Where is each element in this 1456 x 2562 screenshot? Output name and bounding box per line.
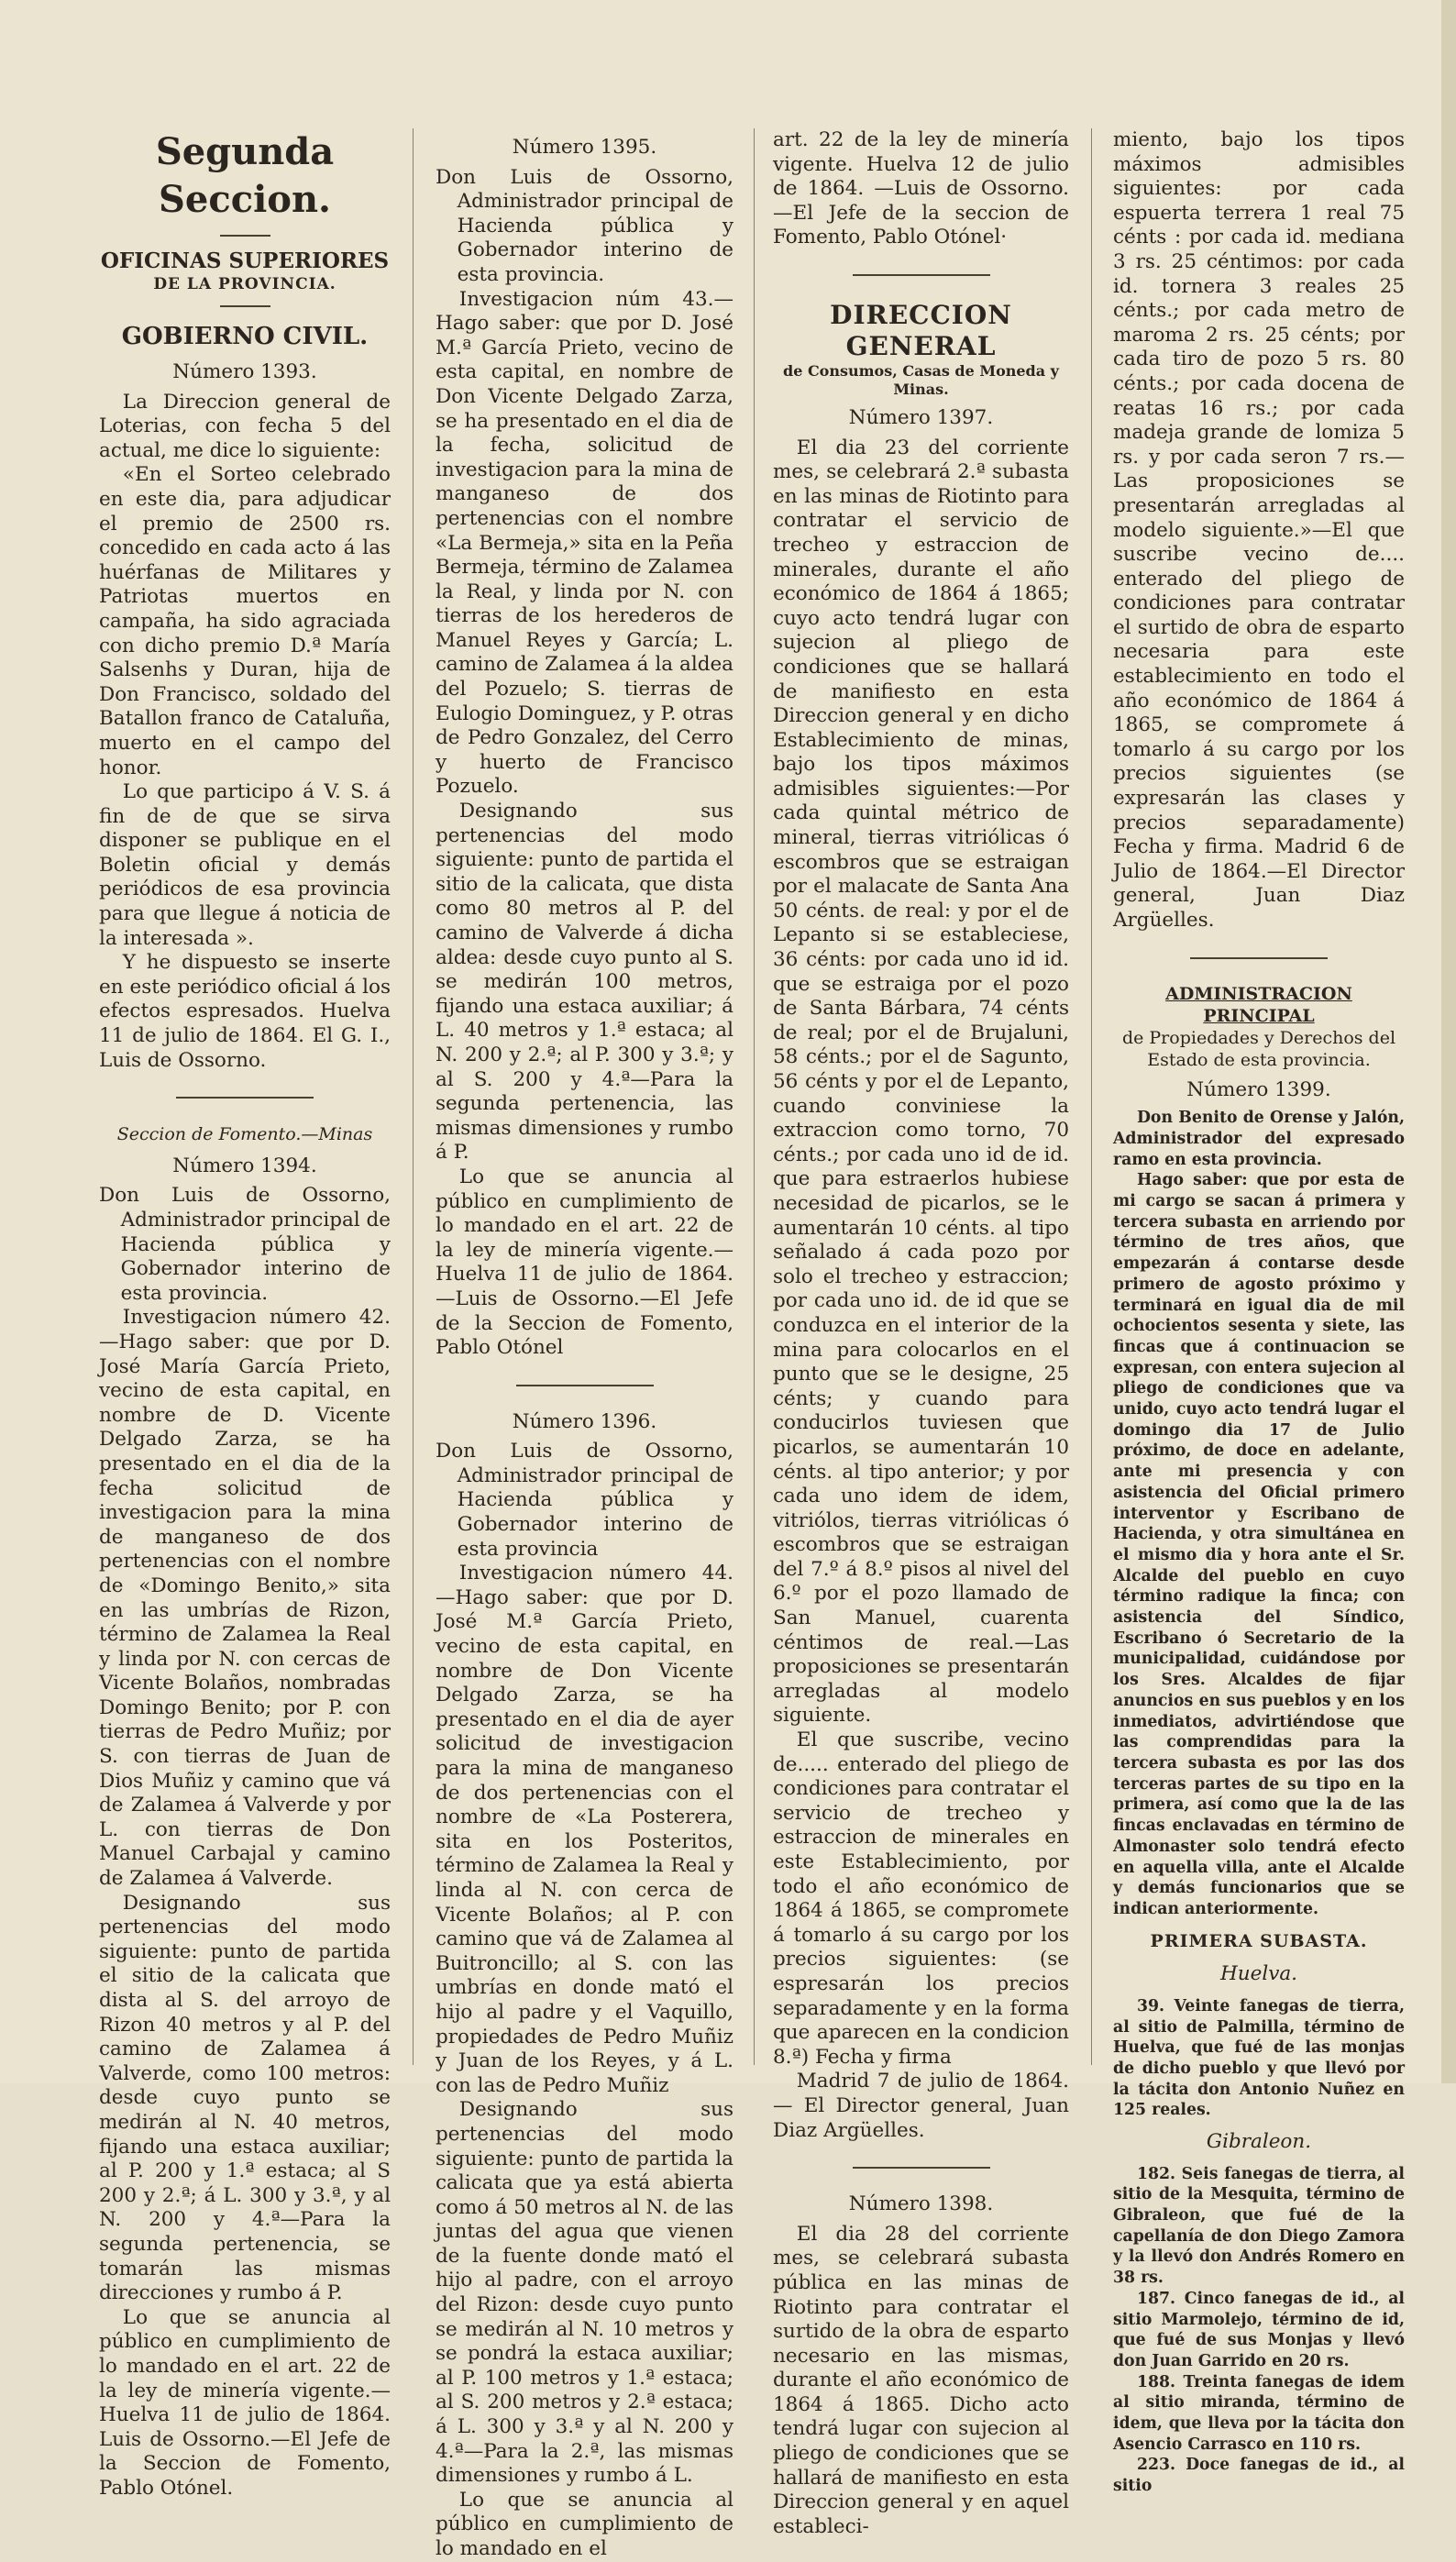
paragraph: miento, bajo los tipos máximos admisibles siguientes: por cada espuerta terrera 1 real 75 cénts : por cada id. mediana 3 rs. 25 céntimos: por cada id. tornera 3 reales 25 cénts.; por cada metro de maroma 2 rs. 25 cénts; por cada tiro de pozo 5 rs. 80 cénts.; por cada docena de reatas 16 rs.; por cada madeja grande de lomiza 5 rs. y por cada seron 7 rs.—Las proposiciones se presentarán arregladas al modelo siguiente.»—El que suscribe vecino de.... enterado del pliego de condiciones para contratar el surtido de obra de esparto necesaria para este establecimiento en todo el año económico de 1864 á 1865, se compromete á tomarlo á su cargo por los precios siguientes (se expresarán las clases y precios separadamente) Fecha y firma. Madrid 6 de Julio de 1864.—El Director general, Juan Diaz Argüelles. bbox=[1113, 128, 1405, 932]
paragraph: Y he dispuesto se inserte en este periódico oficial á los efectos espresados. Huelva 11 de julio de 1864. El G. I., Luis de Ossorno. bbox=[99, 951, 391, 1072]
notice-number: Número 1393. bbox=[172, 360, 317, 383]
small-paragraph bbox=[1113, 1170, 1405, 1919]
separator-rule bbox=[176, 1097, 314, 1099]
place-heading: Gibraleon. bbox=[1206, 2130, 1312, 2154]
column-1 bbox=[99, 128, 391, 2500]
place-heading: Huelva. bbox=[1220, 1962, 1297, 1986]
small-paragraph bbox=[1113, 2164, 1405, 2289]
small-paragraph bbox=[1113, 2455, 1405, 2496]
small-paragraph bbox=[1113, 1996, 1405, 2121]
small-paragraph-text: 182. Seis fanegas de tierra, al sitio de la Mesquita, término de Gibraleon, que fué de la capellanía de don Diego Zamora y la llevó don Andrés Romero en 38 rs. bbox=[1113, 2164, 1405, 2288]
paragraph: Lo que se anuncia al público en cumplimiento de lo mandado en el art. 22 de la ley de minería vigente.—Huelva 11 de julio de 1864. Luis de Ossorno.—El Jefe de la Seccion de Fomento, Pablo Otónel. bbox=[99, 2305, 391, 2500]
auction-heading: PRIMERA SUBASTA. bbox=[1150, 1930, 1368, 1951]
section-title: Segunda Seccion. bbox=[155, 130, 335, 221]
short-rule bbox=[220, 305, 270, 307]
offices-heading: OFICINAS SUPERIORES bbox=[100, 248, 390, 273]
column-rule bbox=[1091, 128, 1092, 2065]
paragraph: Designando sus pertenencias del modo siguiente: punto de partida el sitio de la calicata, que dista como 80 metros al P. del camino de Valverde á dicha aldea: desde cuyo punto al S. se medirán 100 metros, fijando una estaca auxiliar; á L. 40 metros y 1.ª estaca; al N. 200 y 2.ª; al P. 300 y 3.ª; y al S. 200 y 4.ª—Para la segunda pertenencia, las mismas dimensiones y rumbo á P. bbox=[436, 800, 734, 1165]
official-title: Don Luis de Ossorno, Administrador principal de Hacienda pública y Gobernador interino de esta provincia. bbox=[436, 165, 734, 286]
directorate-heading: DIRECCION GENERAL bbox=[830, 299, 1012, 361]
paragraph: El que suscribe, vecino de..... enterado del pliego de condiciones para contratar el servicio de trecheo y estraccion de minerales en este Establecimiento, por todo el año económico de 1864 á 1865, se compromete á tomarlo á su cargo por los precios siguientes: (se espresarán los precios separadamente y en la forma que aparecen en la condicion 8.ª) Fecha y firma bbox=[773, 1728, 1069, 2069]
administration-heading: ADMINISTRACION PRINCIPAL bbox=[1165, 983, 1352, 1026]
separator-rule bbox=[853, 2167, 990, 2169]
small-paragraph bbox=[1113, 2372, 1405, 2456]
official-title: Don Luis de Ossorno, Administrador principal de Hacienda pública y Gobernador interino de esta provincia bbox=[436, 1440, 734, 1561]
government-heading: GOBIERNO CIVIL. bbox=[121, 323, 369, 350]
paragraph: «En el Sorteo celebrado en este dia, para adjudicar el premio de 2500 rs. concedido en cada acto á las huérfanas de Militares y Patriotas muertos en campaña, ha sido agraciada con dicho premio D.ª María Salsenhs y Duran, hija de Don Francisco, soldado del Batallon franco de Cataluña, muerto en el campo del honor. bbox=[99, 463, 391, 779]
paragraph: Lo que participo á V. S. á fin de de que se sirva disponer se publique en el Boletin oficial y demás periódicos de esa provincia para que llegue á noticia de la interesada ». bbox=[99, 780, 391, 950]
column-4 bbox=[1113, 128, 1405, 2496]
small-paragraph-text: Hago saber: que por esta de mi cargo se sacan á primera y tercera subasta en arriendo por término de tres años, que empezarán á contarse desde primero de agosto próximo y terminará en igual dia de mil ochocientos sesenta y siete, las fincas que á continuacion se expresan, con entera sujecion al pliego de condiciones que va unido, cuyo acto tendrá lugar el domingo dia 17 de Julio próximo, de doce en adelante, ante mi presencia y con asistencia del Oficial primero interventor y Escribano de Hacienda, y otra simultánea en el mismo dia y hora ante el Sr. Alcalde del pueblo en cuyo término radique la finca; con asistencia del Síndico, Escribano ó Secretario de la municipalidad, cuidándose por los Sres. Alcaldes de fijar anuncios en sus pueblos y en los inmediatos, advirtiéndose que las comprendidas para la tercera subasta es por las dos terceras partes de su tipo en la primera, así como que la de las fincas enclavadas en término de Almonaster solo tendrá efecto en aquella villa, ante el Alcalde y demás funcionarios que se indican anteriormente. bbox=[1113, 1171, 1405, 1918]
directorate-subheading: de Consumos, Casas de Moneda y Minas. bbox=[783, 361, 1059, 398]
section-label: Seccion de Fomento.—Minas bbox=[116, 1124, 373, 1145]
separator-rule bbox=[516, 1385, 654, 1386]
paragraph: Designando sus pertenencias del modo siguiente: punto de partida el sitio de la calicata que dista al S. del arroyo de Rizon 40 metros y al P. del camino de Zalamea á Valverde, como 100 metros: desde cuyo punto se medirán al N. 40 metros, fijando una estaca auxiliar; al P. 200 y 1.ª estaca; al S 200 y 2.ª; á L. 300 y 3.ª, y al N. 200 y 4.ª—Para la segunda pertenencia, se tomarán las mismas direcciones y rumbo á P. bbox=[99, 1891, 391, 2305]
paragraph: Madrid 7 de julio de 1864.— El Director general, Juan Diaz Argüelles. bbox=[773, 2070, 1069, 2142]
page-edge bbox=[1441, 0, 1456, 2083]
province-subheading: DE LA PROVINCIA. bbox=[153, 275, 336, 293]
paragraph: Lo que se anuncia al público en cumplimiento de lo mandado en el bbox=[436, 2488, 734, 2560]
notice-number: Número 1398. bbox=[848, 2192, 994, 2216]
small-paragraph-text: 187. Cinco fanegas de id., al sitio Marmolejo, término de id, que fué de sus Monjas y llevó don Juan Garrido en 20 rs. bbox=[1113, 2289, 1405, 2370]
column-rule bbox=[754, 128, 755, 2065]
notice-number: Número 1399. bbox=[1186, 1077, 1331, 1101]
small-paragraph-text: 39. Veinte fanegas de tierra, al sitio de Palmilla, término de Huelva, que fué de las monjas de dicho pueblo y que llevó por la tácita don Antonio Nuñez en 125 reales. bbox=[1113, 1996, 1405, 2120]
notice-number: Número 1394. bbox=[172, 1154, 317, 1177]
paragraph: La Direccion general de Loterias, con fecha 5 del actual, me dice lo siguiente: bbox=[99, 390, 391, 462]
notice-number: Número 1396. bbox=[512, 1409, 657, 1433]
small-paragraph-text: Don Benito de Orense y Jalón, Administrador del expresado ramo en esta provincia. bbox=[1113, 1109, 1405, 1169]
paragraph: El dia 23 del corriente mes, se celebrará 2.ª subasta en las minas de Riotinto para contratar el servicio de trecheo y estraccion de minerales, durante el año económico de 1864 á 1865; cuyo acto tendrá lugar con sujecion al pliego de condiciones que se hallará de manifiesto en esta Direccion general y en dicho Establecimiento de minas, bajo los tipos máximos admisibles siguientes:—Por cada quintal métrico de mineral, tierras vitriólicas ó escombros que se estraigan por el malacate de Santa Ana 50 cénts. de real: y por el de Lepanto si se estableciese, 36 cénts: por cada uno id id. que se estraiga por el pozo de Santa Bárbara, 74 cénts de real; por el de Brujaluni, 58 cénts.; por el de Sagunto, 56 cénts y por el de Lepanto, cuando conviniese la extraccion como torno, 70 cénts.; por cada uno id de id. que para estraerlos hubiese necesidad de picarlos, se le aumentarán 10 cénts. al tipo señalado á cada pozo por solo el trecheo y estraccion; por cada uno id. de id que se conduzca en el interior de la mina para colocarlos en el punto que se le designe, 25 cénts; y cuando para conducirlos tuviesen que picarlos, se aumentarán 10 cénts. al tipo anterior; y por cada uno idem de idem, vitriólos, tierras vitriólicas ó escombros que se estraigan del 7.º á 8.º pisos al nivel del 6.º por el pozo llamado de San Manuel, cuarenta céntimos de real.—Las proposiciones se presentarán arregladas al modelo siguiente. bbox=[773, 436, 1069, 1728]
paragraph: El dia 28 del corriente mes, se celebrará subasta pública en las minas de Riotinto para contratar el surtido de la obra de esparto necesario en las mismas, durante el año económico de 1864 á 1865. Dicho acto tendrá lugar con sujecion al pliego de condiciones que se hallará de manifiesto en esta Direccion general y en aquel estableci- bbox=[773, 2222, 1069, 2538]
column-2 bbox=[436, 128, 734, 2560]
paragraph: Lo que se anuncia al público en cumplimiento de lo mandado en el art. 22 de la ley de minería vigente.—Huelva 11 de julio de 1864. —Luis de Ossorno.—El Jefe de la Seccion de Fomento, Pablo Otónel bbox=[436, 1165, 734, 1360]
short-rule bbox=[220, 235, 270, 237]
small-paragraph bbox=[1113, 2289, 1405, 2372]
small-paragraph-text: 188. Treinta fanegas de idem al sitio miranda, término de idem, que lleva por la tácita don Asencio Carrasco en 110 rs. bbox=[1113, 2372, 1405, 2454]
column-rule bbox=[413, 128, 414, 2065]
notice-number: Número 1397. bbox=[848, 405, 994, 429]
paragraph: Investigacion número 42.—Hago saber: que por D. José María García Prieto, vecino de esta capital, en nombre de D. Vicente Delgado Zarza, se ha presentado en el dia de la fecha solicitud de investigacion para la mina de manganeso de dos pertenencias con el nombre de «Domingo Benito,» sita en las umbrías de Rizon, término de Zalamea la Real y linda por N. con cercas de Vicente Bolaños, nombradas Domingo Benito; por P. con tierras de Pedro Muñiz; por S. con tierras de Juan de Dios Muñiz y camino que vá de Zalamea á Valverde y por L. con tierras de Don Manuel Carbajal y camino de Zalamea á Valverde. bbox=[99, 1306, 391, 1891]
notice-number: Número 1395. bbox=[512, 136, 657, 159]
small-paragraph bbox=[1113, 1108, 1405, 1170]
paragraph: Investigacion núm 43.—Hago saber: que por D. José M.ª García Prieto, vecino de esta capital, en nombre de Don Vicente Delgado Zarza, se ha presentado en el dia de la fecha, solicitud de investigacion para la mina de manganeso de dos pertenencias con el nombre «La Bermeja,» sita en la Peña Bermeja, término de Zalamea la Real, y linda por N. con tierras de los herederos de Manuel Reyes y García; L. camino de Zalamea á la aldea del Pozuelo; S. tierras de Eulogio Dominguez, y P. otras de Pedro Gonzalez, del Cerro y huerto de Francisco Pozuelo. bbox=[436, 287, 734, 799]
paragraph: Investigacion número 44.—Hago saber: que por D. José M.ª García Prieto, vecino de esta capital, en nombre de Don Vicente Delgado Zarza, se ha presentado en el dia de ayer solicitud de investigacion para la mina de manganeso de dos pertenencias con el nombre de «La Posterera, sita en los Posteritos, término de Zalamea la Real y linda al N. con cerca de Vicente Bolaños; al P. con camino que vá de Zalamea al Buitroncillo; al S. con las umbrías en donde mató el hijo al padre y el Vaquillo, propiedades de Pedro Muñiz y Juan de los Reyes, y á L. con las de Pedro Muñiz bbox=[436, 1562, 734, 2097]
separator-rule bbox=[1190, 957, 1328, 959]
administration-subheading: de Propiedades y Derechos del Estado de esta provincia. bbox=[1121, 1027, 1396, 1070]
column-3 bbox=[773, 128, 1069, 2538]
small-paragraph-text: 223. Doce fanegas de id., al sitio bbox=[1113, 2456, 1405, 2496]
paragraph: art. 22 de la ley de minería vigente. Huelva 12 de julio de 1864. —Luis de Ossorno.—El Jefe de la seccion de Fomento, Pablo Otónel· bbox=[773, 128, 1069, 249]
paragraph: Designando sus pertenencias del modo siguiente: punto de partida la calicata que ya está abierta como á 50 metros al N. de las juntas del agua que vienen de la fuente donde mató el hijo al padre, con el arroyo del Rizon: desde cuyo punto se medirán al N. 10 metros y se pondrá la estaca auxiliar; al P. 100 metros y 1.ª estaca; al S. 200 metros y 2.ª estaca; á L. 300 y 3.ª y al N. 200 y 4.ª—Para la 2.ª, las mismas dimensiones y rumbo á L. bbox=[436, 2098, 734, 2488]
official-title: Don Luis de Ossorno, Administrador principal de Hacienda pública y Gobernador interino de esta provincia. bbox=[99, 1184, 391, 1305]
separator-rule bbox=[853, 274, 990, 276]
